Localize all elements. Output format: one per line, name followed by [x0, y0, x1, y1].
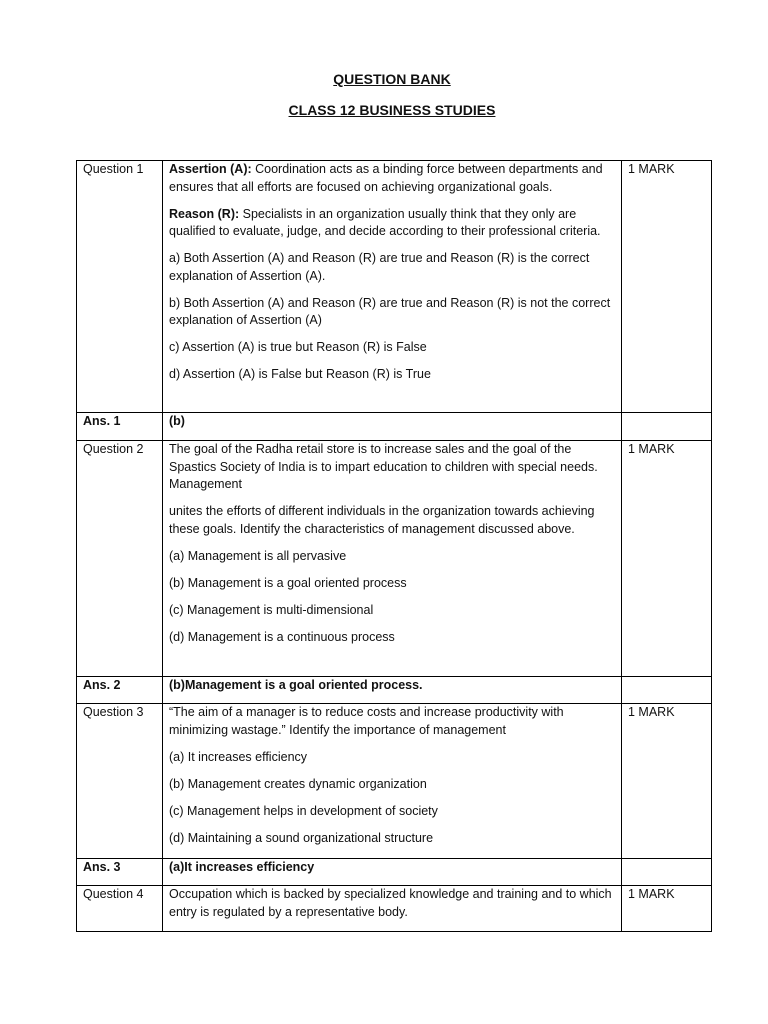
- question-body: [163, 704, 622, 859]
- answer-text: (b)Management is a goal oriented process.: [163, 677, 622, 704]
- assertion-paragraph: [169, 161, 615, 196]
- option-d: d) Assertion (A) is False but Reason (R) is True: [169, 367, 431, 381]
- question-body: [163, 441, 622, 677]
- answer-marks-cell: [622, 413, 712, 441]
- reason-paragraph: [169, 206, 615, 241]
- option-c: c) Assertion (A) is true but Reason (R) is False: [169, 340, 427, 354]
- document-title: QUESTION BANK: [333, 71, 451, 87]
- answer-label: Ans. 3: [77, 859, 163, 886]
- answer-row: [77, 413, 712, 441]
- option-a: (a) It increases efficiency: [169, 749, 308, 764]
- question-label: Question 4: [77, 886, 163, 932]
- option-b: b) Both Assertion (A) and Reason (R) are true and Reason (R) is not the correct explanation of Assertion (A): [169, 295, 611, 327]
- answer-row: [77, 859, 712, 886]
- option-c: (c) Management is multi-dimensional: [169, 602, 374, 617]
- assertion-label: Assertion (A):: [169, 162, 252, 176]
- question-label: Question 2: [77, 441, 163, 677]
- question-row: [77, 886, 712, 932]
- marks-label: 1 MARK: [622, 441, 712, 677]
- reason-text: Specialists in an organization usually think that they only are qualified to evaluate, judge, and decide according to their professional criteria.: [169, 206, 601, 238]
- question-row: [77, 161, 712, 413]
- question-paragraph: unites the efforts of different individuals in the organization towards achieving these goals. Identify the characteristics of management discussed above.: [169, 504, 595, 536]
- option-a: a) Both Assertion (A) and Reason (R) are true and Reason (R) is the correct explanation of Assertion (A).: [169, 251, 590, 283]
- answer-text: (a)It increases efficiency: [163, 859, 622, 886]
- option-d: (d) Maintaining a sound organizational structure: [169, 830, 434, 845]
- question-row: [77, 441, 712, 677]
- answer-label: Ans. 1: [77, 413, 163, 441]
- question-body: [163, 161, 622, 413]
- question-table: [76, 160, 712, 932]
- marks-label: 1 MARK: [622, 886, 712, 932]
- answer-marks-cell: [622, 677, 712, 704]
- option-a: (a) Management is all pervasive: [169, 548, 347, 563]
- answer-row: [77, 677, 712, 704]
- option-d: (d) Management is a continuous process: [169, 629, 395, 644]
- marks-label: 1 MARK: [622, 161, 712, 413]
- question-row: [77, 704, 712, 859]
- question-body: [163, 886, 622, 932]
- marks-label: 1 MARK: [622, 704, 712, 859]
- question-paragraph: The goal of the Radha retail store is to increase sales and the goal of the Spastics Society of India is to impart education to children with special needs. Management: [169, 442, 598, 491]
- option-b: (b) Management is a goal oriented process: [169, 575, 407, 590]
- question-paragraph: Occupation which is backed by specialized knowledge and training and to which entry is regulated by a representative body.: [169, 887, 612, 919]
- question-label: Question 3: [77, 704, 163, 859]
- answer-marks-cell: [622, 859, 712, 886]
- document-subtitle: CLASS 12 BUSINESS STUDIES: [288, 102, 496, 118]
- option-b: (b) Management creates dynamic organization: [169, 776, 427, 791]
- option-c: (c) Management helps in development of society: [169, 803, 438, 818]
- assertion-text: Coordination acts as a binding force between departments and ensures that all efforts are focused on achieving organizational goals.: [169, 162, 603, 194]
- answer-label: Ans. 2: [77, 677, 163, 704]
- question-paragraph: “The aim of a manager is to reduce costs and increase productivity with minimizing wastage.” Identify the importance of management: [169, 705, 564, 737]
- answer-text: (b): [163, 413, 622, 441]
- question-label: Question 1: [77, 161, 163, 413]
- reason-label: Reason (R):: [169, 206, 240, 221]
